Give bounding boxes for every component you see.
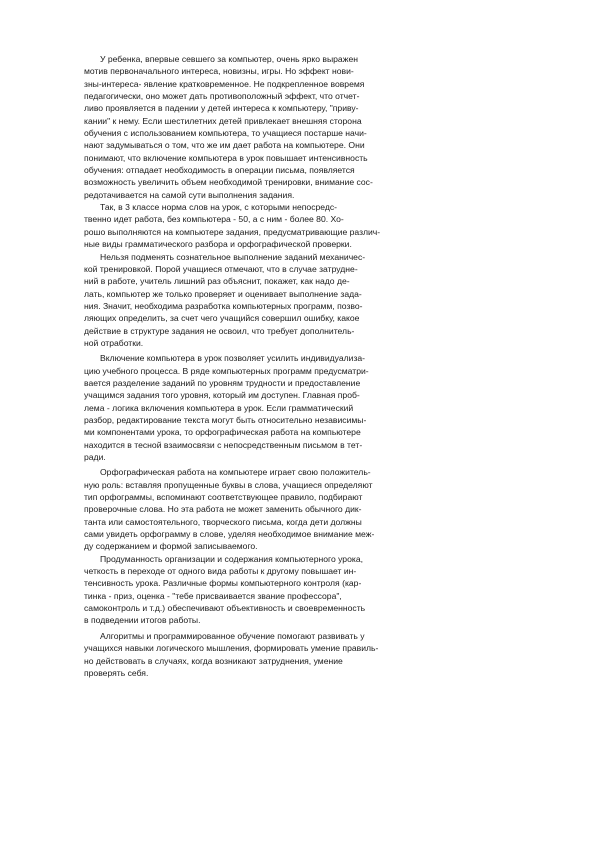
paragraph-line: но действовать в случаях, когда возникают затруднения, умение [84, 655, 343, 666]
paragraph-line: педагогически, оно может дать противоположный эффект, что отчет- [84, 91, 360, 102]
paragraph-line: нают задумываться о том, что же им дает работа на компьютере. Они [84, 140, 365, 151]
paragraph-line: ную роль: вставляя пропущенные буквы в слова, учащиеся определяют [84, 479, 373, 490]
paragraph-line: сами увидеть орфограмму в слове, уделяя необходимое внимание меж- [84, 529, 375, 540]
paragraph-line: учащимся задания того уровня, который им доступен. Главная проб- [84, 390, 360, 401]
paragraph-line: лать, компьютер же только проверяет и оценивает выполнение зада- [84, 288, 362, 299]
paragraph-line: самоконтроль и т.д.) обеспечивают объективность и своевременность [84, 603, 366, 614]
paragraph-line: цию учебного процесса. В ряде компьютерных программ предусматри- [84, 365, 369, 376]
paragraph-line: тенсивность урока. Различные формы компьютерного контроля (кар- [84, 578, 362, 589]
paragraph-line: ливо проявляется в падении у детей интереса к компьютеру, "приву- [84, 103, 359, 114]
paragraph-line: в подведении итогов работы. [84, 615, 201, 626]
paragraph-line: тинка - приз, оценка - "тебе присваивается звание профессора", [84, 590, 342, 601]
paragraph-line: обучения с использованием компьютера, то учащиеся постарше начи- [84, 128, 367, 139]
paragraph-line: рошо выполняются на компьютере задания, предусматривающие различ- [84, 226, 381, 237]
paragraph-line: четкость в переходе от одного вида работы к другому повышает ин- [84, 566, 357, 577]
paragraph-line: учащихся навыки логического мышления, формировать умение правиль- [84, 643, 379, 654]
document-body [84, 53, 434, 679]
paragraph-line: ради. [84, 452, 106, 462]
paragraph-line: редотачивается на самой сути выполнения задания. [84, 189, 295, 200]
paragraph-line: действие в структуре задания не освоил, что требует дополнитель- [84, 325, 355, 336]
paragraph-line: зны-интереса- явление кратковременное. Не подкрепленное вовремя [84, 78, 365, 89]
paragraph-line: понимают, что включение компьютера в урок повышает интенсивность [84, 152, 368, 163]
paragraph-line: тип орфограммы, вспоминают соответствующее правило, подбирают [84, 492, 363, 503]
paragraph-line: ми компонентами урока, то орфографическая работа на компьютере [84, 427, 361, 438]
paragraph-line: кой тренировкой. Порой учащиеся отмечают, что в случае затрудне- [84, 263, 358, 274]
paragraph-line: Орфографическая работа на компьютере играет свою положитель- [100, 467, 371, 478]
paragraph-line: проверочные слова. Но эта работа не может заменить обычного дик- [84, 504, 362, 515]
paragraph-line: ний в работе, учитель лишний раз объяснит, покажет, как надо де- [84, 276, 350, 287]
paragraph-line: твенно идет работа, без компьютера - 50, а с ним - более 80. Хо- [84, 214, 344, 225]
paragraph-line: мотив первоначального интереса, новизны, игры. Но эффект нови- [84, 66, 354, 77]
paragraph-line: Включение компьютера в урок позволяет усилить индивидуализа- [100, 353, 366, 364]
paragraph-line: проверять себя. [84, 667, 149, 678]
paragraph-line: ния. Значит, необходима разработка компьютерных программ, позво- [84, 300, 363, 311]
paragraph-line: Алгоритмы и программированное обучение помогают развивать у [100, 630, 365, 641]
paragraph-line: ду содержанием и формой записываемого. [84, 541, 258, 552]
paragraph-line: ляющих определить, за счет чего учащийся совершил ошибку, какое [84, 313, 360, 324]
paragraph-line: обучения: отпадает необходимость в операции письма, появляется [84, 165, 355, 176]
paragraph-line: лема - логика включения компьютера в урок. Если грамматический [84, 402, 354, 413]
paragraph-line: вается разделение заданий по уровням трудности и предоставление [84, 377, 361, 388]
paragraph-line: разбор, редактирование текста могут быть относительно независимы- [84, 414, 367, 425]
paragraph-line: кании" к нему. Если шестилетних детей привлекает внешняя сторона [84, 115, 362, 126]
paragraph-line: Продуманность организации и содержания компьютерного урока, [100, 553, 363, 564]
paragraph-line: находится в тесной взаимосвязи с непосредственным письмом в тет- [84, 439, 363, 450]
paragraph-line: возможность увеличить объем необходимой тренировки, внимание сос- [84, 177, 373, 188]
paragraph-line: Так, в 3 классе норма слов на урок, с которыми непосредс- [100, 202, 338, 213]
paragraph-line: У ребенка, впервые севшего за компьютер, очень ярко выражен [100, 54, 358, 64]
paragraph-line: ные виды грамматического разбора и орфографической проверки. [84, 239, 352, 250]
paragraph-line: ной отработки. [84, 337, 144, 348]
paragraph-line: Нельзя подменять сознательное выполнение заданий механичес- [100, 251, 366, 262]
paragraph-line: танта или самостоятельного, творческого письма, когда дети должны [84, 516, 362, 527]
